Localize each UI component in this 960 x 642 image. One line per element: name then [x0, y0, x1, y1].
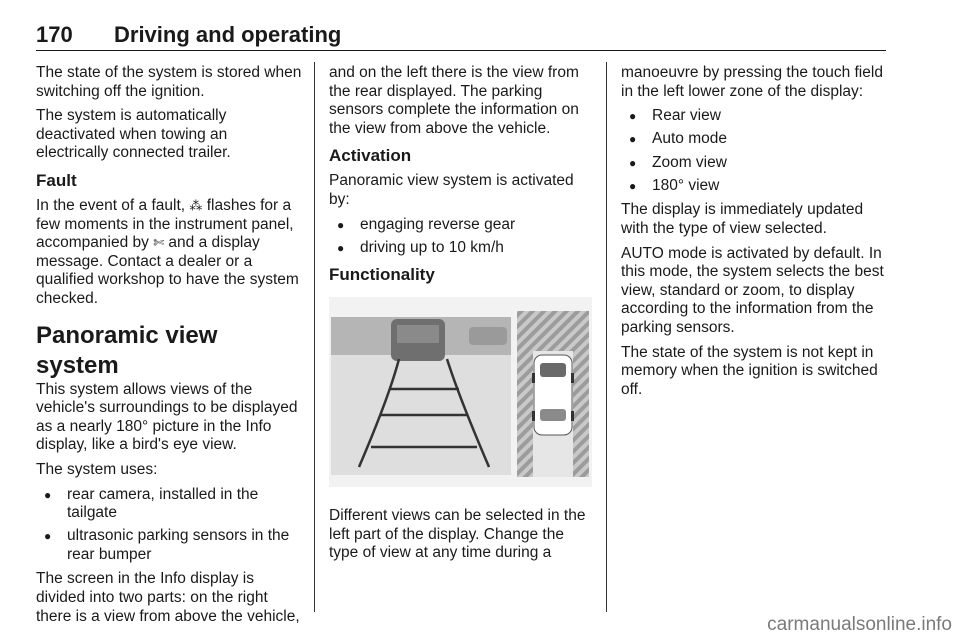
views-list [621, 107, 887, 195]
paragraph: The screen in the Info display is divided into two parts: on the right there is a view from above the vehicle, [36, 570, 300, 625]
top-down-view [517, 311, 589, 477]
panoramic-heading: Panoramic view system [36, 321, 218, 379]
paragraph: and on the left there is the view from the rear displayed. The parking sensors complete the information on the view from above the vehicle. [329, 64, 579, 137]
column-divider [606, 62, 607, 612]
functionality-heading: Functionality [329, 265, 435, 285]
activation-heading: Activation [329, 146, 412, 166]
watermark: carmanualsonline.info [767, 614, 952, 635]
paragraph: The system uses: [36, 460, 158, 478]
parking-sensor-icon: ⁂ [189, 197, 203, 213]
column-1 [36, 64, 302, 632]
paragraph: Different views can be selected in the left part of the display. Change the type of view at any time during a [329, 506, 586, 562]
panoramic-display-figure [329, 297, 592, 487]
paragraph: The state of the system is stored when switching off the ignition. [36, 64, 302, 100]
paragraph: manoeuvre by pressing the touch field in the left lower zone of the display: [621, 64, 883, 100]
column-2 [329, 64, 592, 569]
fault-paragraph: In the event of a fault, ⁂ flashes for a few moments in the instrument panel, accompanied by ✄ and a display message. Contact a dealer or a qualified workshop to have the system checked. [36, 196, 299, 307]
paragraph: Panoramic view system is activated by: [329, 172, 574, 208]
paragraph: The display is immediately updated with the type of view selected. [621, 201, 864, 237]
page-header [36, 20, 886, 51]
wrench-icon: ✄ [153, 235, 165, 251]
column-3 [621, 64, 887, 405]
list-item: ● ultrasonic parking sensors in the rear bumper [36, 527, 302, 564]
rear-camera-view [331, 317, 511, 475]
paragraph: AUTO mode is activated by default. In this mode, the system selects the best view, standard or zoom, to display according to the information from the parking sensors. [621, 244, 884, 336]
paragraph: This system allows views of the vehicle's surroundings to be displayed as a nearly 180° picture in the Info display, like a bird's eye view. [36, 380, 298, 454]
activation-list [329, 216, 592, 258]
page-number: 170 [36, 22, 73, 47]
section-title: Driving and operating [114, 22, 342, 47]
column-divider [314, 62, 315, 612]
uses-list [36, 486, 302, 565]
fault-heading: Fault [36, 170, 77, 190]
list-item: ● Zoom view [621, 154, 887, 173]
list-item: ● rear camera, installed in the tailgate [36, 486, 302, 523]
list-item: ● engaging reverse gear [329, 216, 592, 235]
list-item: ● Auto mode [621, 130, 887, 149]
paragraph: The state of the system is not kept in memory when the ignition is switched off. [621, 343, 878, 398]
list-item: ● driving up to 10 km/h [329, 239, 592, 258]
list-item: ● Rear view [621, 107, 887, 126]
list-item: ● 180° view [621, 177, 887, 196]
paragraph: The system is automatically deactivated when towing an electrically connected trailer. [36, 107, 231, 162]
